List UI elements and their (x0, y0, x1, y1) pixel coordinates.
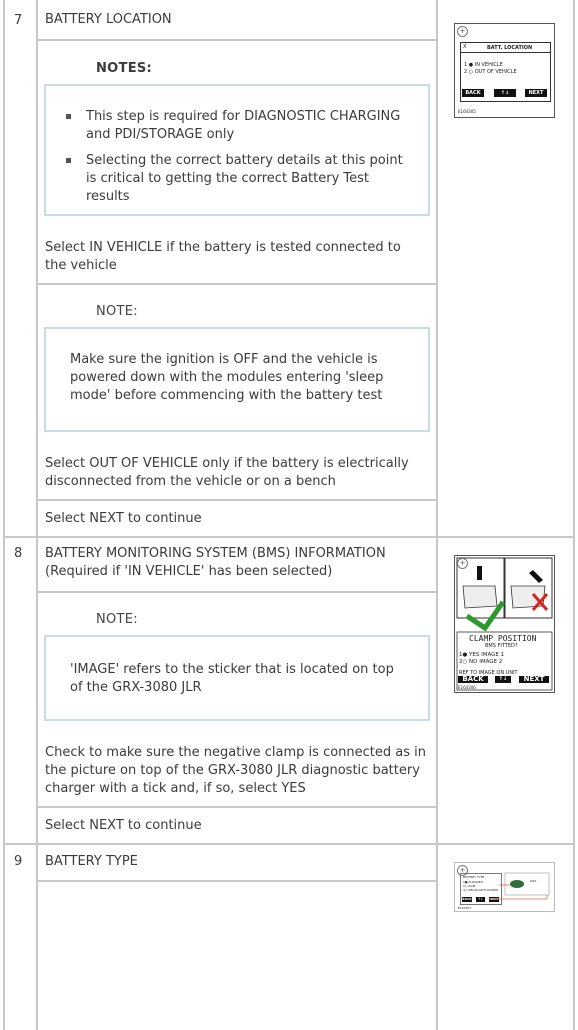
instruction-text: Check to make sure the negative clamp is connected as in the picture on top of the GRX-3080 JLR diagnostic battery charger with a tick and, if so, select YES (45, 745, 427, 796)
screen-title: BATT. LOCATION (487, 45, 533, 51)
clamp-position-thumbnail[interactable] (454, 555, 555, 693)
step-title: BATTERY MONITORING SYSTEM (BMS) INFORMATION (Required if 'IN VEHICLE' has been selected) (45, 546, 386, 579)
zoom-icon[interactable]: + (457, 558, 468, 569)
row-divider (36, 499, 438, 501)
screen-divider (461, 52, 550, 53)
table-right-border (573, 0, 575, 1030)
notes-heading: NOTES: (96, 61, 153, 76)
arrows-softkey: ↑↓ (477, 897, 484, 901)
next-softkey: NEXT (489, 897, 499, 901)
screen-option: 2○ NO IMAGE 2 (459, 659, 503, 665)
note-box (44, 635, 430, 721)
screen-option: 2 ○ OUT OF VEHICLE (464, 69, 517, 75)
battery-label-text: GRX (530, 879, 537, 883)
close-box: X (463, 44, 467, 50)
step-divider (3, 536, 575, 538)
next-softkey: NEXT (519, 676, 549, 683)
screen-option: 1 ● IN VEHICLE (464, 62, 503, 68)
instruction-text: Select NEXT to continue (45, 511, 202, 526)
instruction-text: Select OUT OF VEHICLE only if the battery is electrically disconnected from the vehicle or on a bench (45, 456, 409, 489)
figure-reference: E164306 (458, 685, 476, 690)
screen-option: 1● FLOODED (463, 880, 484, 884)
row-divider (36, 39, 438, 41)
instruction-text: Select IN VEHICLE if the battery is tested connected to the vehicle (45, 240, 401, 273)
note-text: Make sure the ignition is OFF and the vehicle is powered down with the modules entering 'sleep mode' before commencing with the battery test (70, 352, 384, 403)
image-column-divider (436, 0, 438, 1030)
step-divider (3, 843, 575, 845)
note-bullet: This step is required for DIAGNOSTIC CHARGING and PDI/STORAGE only (66, 108, 408, 144)
screen-option: 3○ REGULAR FLOODED (463, 888, 499, 892)
next-softkey: NEXT (525, 89, 547, 97)
note-heading: NOTE: (96, 304, 138, 319)
table-left-border (3, 0, 5, 1030)
note-bullet: Selecting the correct battery details at this point is critical to getting the correct Battery Test results (66, 152, 408, 206)
row-divider (36, 591, 438, 593)
row-divider (36, 806, 438, 808)
screen-question: BMS FITTED? (485, 643, 518, 649)
note-text: 'IMAGE' refers to the sticker that is located on top of the GRX-3080 JLR (70, 662, 394, 695)
note-box (44, 327, 430, 432)
number-column-divider (36, 0, 38, 1030)
figure-reference: E164307 (458, 906, 472, 910)
screen-option: 2○ AGM (463, 884, 476, 888)
charger-screen (460, 42, 551, 102)
step-number: 7 (14, 13, 23, 28)
back-softkey: BACK (462, 897, 472, 901)
row-divider (36, 283, 438, 285)
step-number: 8 (14, 546, 23, 561)
notes-box (44, 84, 430, 216)
screen-title: BATTERY TYPE (463, 875, 485, 879)
instruction-text: Select NEXT to continue (45, 818, 202, 833)
screen-option: 1● YES IMAGE 1 (459, 652, 505, 658)
screen-hint: REF TO IMAGE ON UNIT (459, 670, 518, 676)
step-title: BATTERY TYPE (45, 854, 138, 869)
row-divider (36, 880, 438, 882)
battery-location-thumbnail[interactable] (454, 23, 555, 118)
arrows-softkey: ↑↓ (494, 89, 516, 97)
step-number: 9 (14, 854, 23, 869)
note-heading: NOTE: (96, 612, 138, 627)
figure-reference: E164305 (458, 109, 476, 114)
zoom-icon[interactable]: + (457, 26, 468, 37)
battery-type-thumbnail[interactable] (454, 862, 555, 912)
back-softkey: BACK (458, 676, 488, 683)
zoom-icon[interactable]: + (457, 865, 468, 876)
arrows-softkey: ↑↓ (495, 676, 511, 683)
battery-label-illustration (455, 863, 554, 911)
screen-title: CLAMP POSITION (469, 634, 537, 643)
back-softkey: BACK (462, 89, 484, 97)
step-title: BATTERY LOCATION (45, 12, 172, 27)
